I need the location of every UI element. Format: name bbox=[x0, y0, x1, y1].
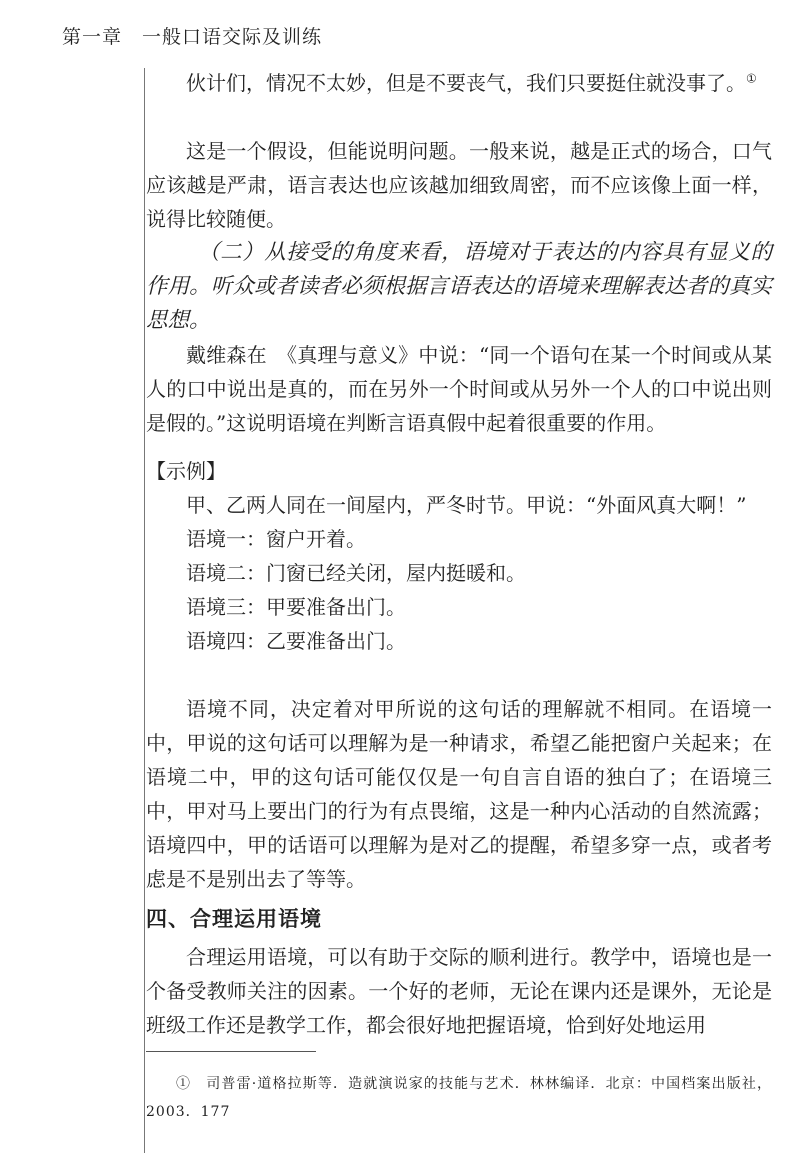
margin-rule bbox=[144, 68, 145, 1153]
paragraph-quote bbox=[146, 66, 772, 100]
paragraph: 语境不同，决定着对甲所说的这句话的理解就不相同。在语境一中，甲说的这句话可以理解为是一种请求，希望乙能把窗户关起来；在语境二中，甲的这句话可能仅仅是一句自言自语的独白了；在语境三中，甲对马上要出门的行为有点畏缩，这是一种内心活动的自然流露；语境四中，甲的话语可以理解为是对乙的提醒，希望多穿一点，或者考虑是不是别出去了等等。 bbox=[146, 697, 772, 891]
example-line: 语境三：甲要准备出门。 bbox=[186, 595, 406, 619]
footnote-rule bbox=[146, 1051, 316, 1052]
footnote-marker: ① bbox=[746, 71, 757, 86]
emphasized-paragraph: （二）从接受的角度来看，语境对于表达的内容具有显义的作用。听众或者读者必须根据言语表达的语境来理解表达者的真实思想。 bbox=[146, 240, 772, 333]
footnote: ① 司普雷·道格拉斯等．造就演说家的技能与艺术．林林编译．北京：中国档案出版社，2003．177 bbox=[146, 1076, 772, 1120]
paragraph: 合理运用语境，可以有助于交际的顺利进行。教学中，语境也是一个备受教师关注的因素。一个好的老师，无论在课内还是课外，无论是班级工作还是教学工作，都会很好地把握语境，恰到好处地运用 bbox=[146, 945, 772, 1037]
paragraph-quote-text: 伙计们，情况不太妙，但是不要丧气，我们只要挺住就没事了。 bbox=[186, 71, 746, 95]
example-line: 语境四：乙要准备出门。 bbox=[186, 629, 406, 653]
example-line: 甲、乙两人同在一间屋内，严冬时节。甲说：“外面风真大啊！” bbox=[186, 493, 747, 517]
paragraph: 戴维森在 《真理与意义》中说：“同一个语句在某一个时间或从某人的口中说出是真的，而在另外一个时间或从另外一个人的口中说出则是假的。”这说明语境在判断言语真假中起着很重要的作用。 bbox=[146, 343, 772, 435]
section-heading: 四、合理运用语境 bbox=[146, 907, 322, 931]
paragraph: 这是一个假设，但能说明问题。一般来说，越是正式的场合，口气应该越是严肃，语言表达也应该越加细致周密，而不应该像上面一样，说得比较随便。 bbox=[146, 139, 772, 231]
example-label: 【示例】 bbox=[146, 459, 226, 483]
example-line: 语境一：窗户开着。 bbox=[186, 527, 366, 551]
page-body bbox=[146, 66, 772, 1042]
example-line: 语境二：门窗已经关闭，屋内挺暖和。 bbox=[186, 561, 526, 585]
running-header: 第一章 一般口语交际及训练 bbox=[62, 26, 323, 48]
